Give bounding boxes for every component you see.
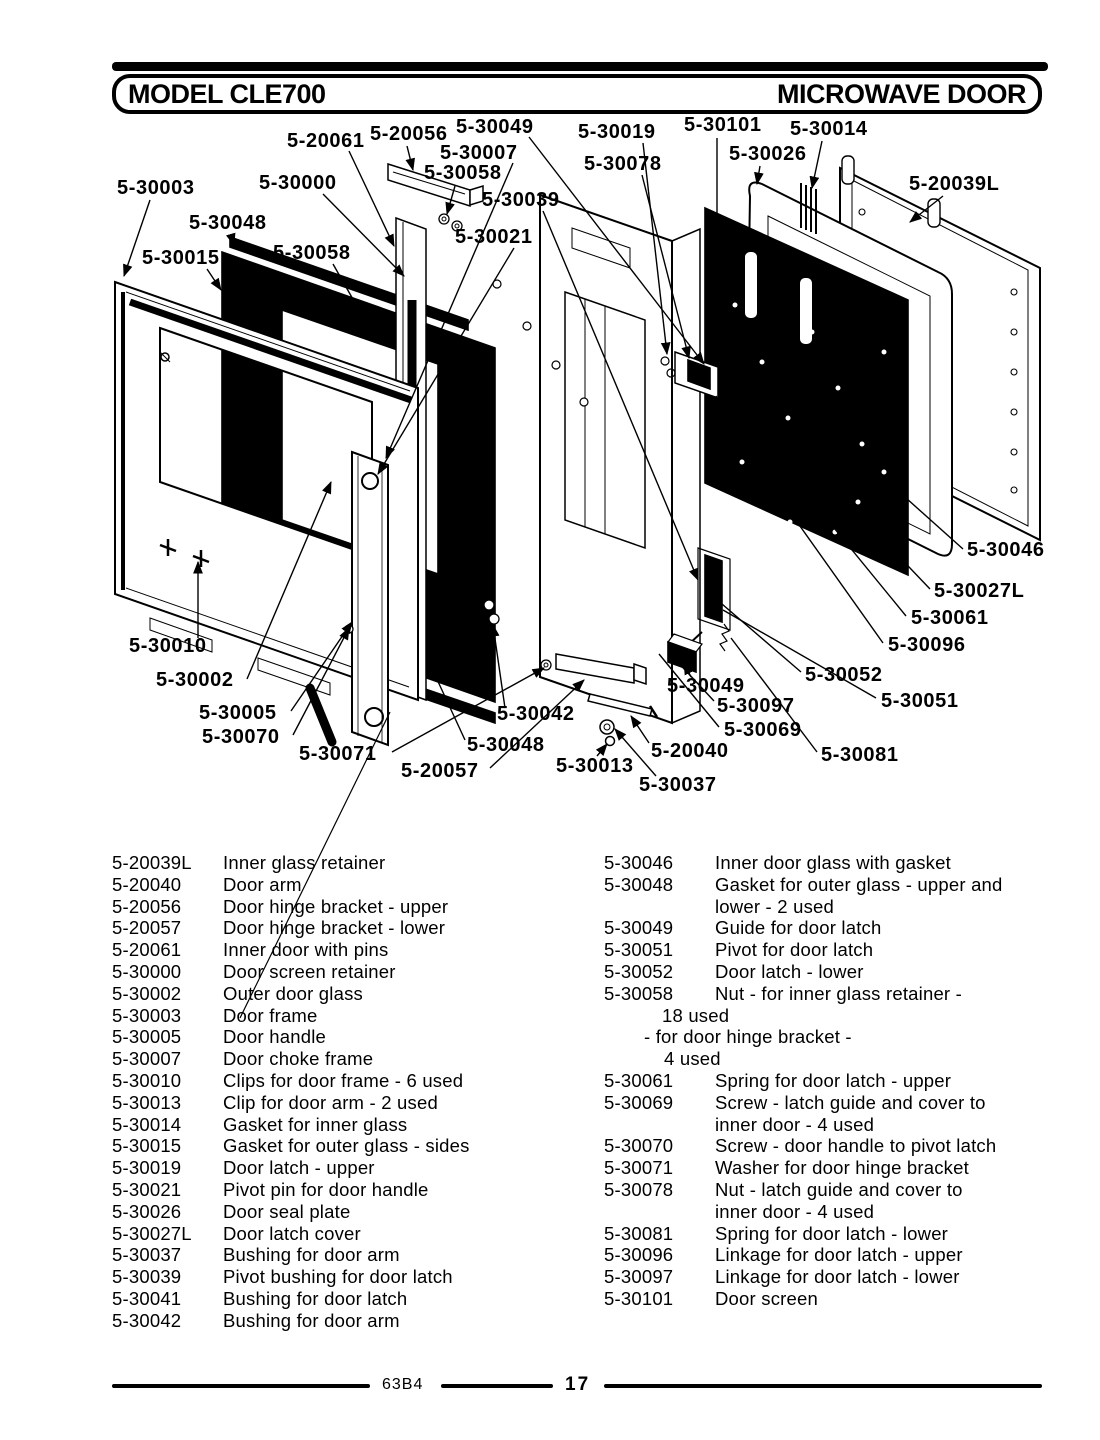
part-callout: 5-30069 xyxy=(724,719,802,741)
part-description-line: Inner door glass with gasket xyxy=(715,852,951,873)
part-number: 5-20056 xyxy=(112,895,182,917)
part-callout: 5-30048 xyxy=(189,212,267,234)
part-callout: 5-20039L xyxy=(909,173,1000,195)
part-number: 5-30007 xyxy=(112,1048,182,1070)
part-callout: 5-30007 xyxy=(440,142,518,164)
part-callout: 5-30049 xyxy=(456,116,534,138)
part-number: 5-30037 xyxy=(112,1244,182,1266)
part-number: 5-30048 xyxy=(604,873,674,895)
part-description-line: Door latch - lower xyxy=(715,960,864,982)
part-callout: 5-20061 xyxy=(287,130,365,152)
part-description-line: Spring for door latch - lower xyxy=(715,1222,949,1244)
part-callout: 5-30026 xyxy=(729,143,807,165)
part-description-line: Door hinge bracket - upper xyxy=(223,895,449,917)
part-callout: 5-30010 xyxy=(129,635,207,657)
part-description-line: Screw - latch guide and cover to xyxy=(715,1091,986,1113)
leader-line xyxy=(631,716,649,743)
part-callout: 5-30015 xyxy=(142,247,220,269)
part-number: 5-30010 xyxy=(112,1069,182,1091)
door-handle-drawing xyxy=(345,452,388,745)
part-description-line: Door arm xyxy=(223,873,302,895)
page-title: MICROWAVE DOOR xyxy=(777,78,1026,109)
part-number: 5-30015 xyxy=(112,1135,182,1157)
part-description-line: Door screen xyxy=(715,1287,818,1309)
part-number: 5-30027L xyxy=(112,1222,192,1244)
part-number: 5-30052 xyxy=(604,960,674,982)
part-description-line: Linkage for door latch - upper xyxy=(715,1244,963,1266)
part-number: 5-30096 xyxy=(604,1244,674,1266)
part-number: 5-30014 xyxy=(112,1113,182,1135)
part-description-line: Nut - latch guide and cover to xyxy=(715,1178,963,1200)
part-description-line: - for door hinge bracket - xyxy=(644,1026,852,1048)
part-number: 5-30026 xyxy=(112,1200,182,1222)
part-description-line: Nut - for inner glass retainer - xyxy=(715,982,962,1004)
part-description-line: Pivot for door latch xyxy=(715,939,874,961)
part-number: 5-30097 xyxy=(604,1266,674,1288)
part-description-line: Pivot pin for door handle xyxy=(223,1178,429,1200)
footer-page-number: 17 xyxy=(565,1374,591,1395)
part-description-line: Inner door with pins xyxy=(223,939,389,961)
part-number: 5-30005 xyxy=(112,1026,182,1048)
part-callout: 5-30078 xyxy=(584,153,662,175)
part-description-line: inner door - 4 used xyxy=(715,1200,875,1222)
part-description-line: 4 used xyxy=(664,1048,721,1070)
part-number: 5-30039 xyxy=(112,1266,182,1288)
part-description-line: Door latch - upper xyxy=(223,1157,375,1179)
part-description-line: Bushing for door arm xyxy=(223,1244,400,1266)
part-description-line: lower - 2 used xyxy=(715,895,834,917)
part-number: 5-20040 xyxy=(112,873,182,895)
part-description-line: Door latch cover xyxy=(223,1222,361,1244)
door-assembly-drawing xyxy=(115,156,1040,1018)
part-callout: 5-30037 xyxy=(639,774,717,796)
part-callout: 5-30071 xyxy=(299,743,377,765)
leader-line xyxy=(757,166,760,184)
part-number: 5-30069 xyxy=(604,1091,674,1113)
part-number: 5-30070 xyxy=(604,1135,674,1157)
leader-line xyxy=(715,598,801,672)
part-callout: 5-30048 xyxy=(467,734,545,756)
part-description-line: Guide for door latch xyxy=(715,917,882,939)
part-callout: 5-30070 xyxy=(202,726,280,748)
part-description-line: Door screen retainer xyxy=(223,960,396,982)
part-number: 5-30051 xyxy=(604,939,674,961)
part-callout: 5-30081 xyxy=(821,744,899,766)
part-number: 5-30101 xyxy=(604,1287,674,1309)
part-number: 5-30019 xyxy=(112,1157,182,1179)
part-description-line: Pivot bushing for door latch xyxy=(223,1266,453,1288)
part-callout: 5-30027L xyxy=(934,580,1025,602)
part-number: 5-30041 xyxy=(112,1287,182,1309)
part-description-line: Washer for door hinge bracket xyxy=(715,1157,969,1179)
part-callout: 5-30005 xyxy=(199,702,277,724)
part-callout: 5-30046 xyxy=(967,539,1045,561)
part-callout: 5-30096 xyxy=(888,634,966,656)
part-description-line: Screw - door handle to pivot latch xyxy=(715,1135,997,1157)
part-callout: 5-30014 xyxy=(790,118,868,140)
part-description-line: inner door - 4 used xyxy=(715,1113,875,1135)
part-number: 5-30042 xyxy=(112,1309,182,1331)
part-description-line: Clip for door arm - 2 used xyxy=(223,1091,438,1113)
part-number: 5-30021 xyxy=(112,1178,182,1200)
part-number: 5-30049 xyxy=(604,917,674,939)
part-description-line: Gasket for outer glass - sides xyxy=(223,1135,470,1157)
part-callout: 5-30042 xyxy=(497,703,575,725)
part-description-line: Clips for door frame - 6 used xyxy=(223,1069,464,1091)
part-description-line: Outer door glass xyxy=(223,982,363,1004)
model-label: MODEL CLE700 xyxy=(128,78,326,109)
part-number: 5-30046 xyxy=(604,852,674,873)
leader-line xyxy=(723,610,876,698)
part-callout: 5-30003 xyxy=(117,177,195,199)
part-description-line: Door seal plate xyxy=(223,1200,351,1222)
part-callout: 5-20057 xyxy=(401,760,479,782)
part-number: 5-30081 xyxy=(604,1222,674,1244)
part-number: 5-30002 xyxy=(112,982,182,1004)
part-description-line: Door handle xyxy=(223,1026,326,1048)
part-callout: 5-30021 xyxy=(455,226,533,248)
part-number: 5-20061 xyxy=(112,939,182,961)
part-callout: 5-30013 xyxy=(556,755,634,777)
part-number: 5-30058 xyxy=(604,982,674,1004)
part-callout: 5-30061 xyxy=(911,607,989,629)
part-description-line: 18 used xyxy=(662,1004,730,1026)
part-description-line: Gasket for inner glass xyxy=(223,1113,408,1135)
part-callout: 5-30052 xyxy=(805,664,883,686)
leader-line xyxy=(407,146,413,170)
part-callout: 5-30058 xyxy=(424,162,502,184)
part-callout: 5-20056 xyxy=(370,123,448,145)
part-callout: 5-20040 xyxy=(651,740,729,762)
part-description-line: Gasket for outer glass - upper and xyxy=(715,873,1003,895)
part-number: 5-30003 xyxy=(112,1004,182,1026)
part-callout: 5-30101 xyxy=(684,114,762,136)
part-description-line: Bushing for door latch xyxy=(223,1287,408,1309)
footer-doc-code: 63B4 xyxy=(382,1376,424,1393)
part-callout: 5-30019 xyxy=(578,121,656,143)
part-callout: 5-30002 xyxy=(156,669,234,691)
part-callout: 5-30049 xyxy=(667,675,745,697)
part-description-line: Door hinge bracket - lower xyxy=(223,917,446,939)
part-description-line: Bushing for door arm xyxy=(223,1309,400,1331)
part-callout: 5-30051 xyxy=(881,690,959,712)
part-number: 5-30013 xyxy=(112,1091,182,1113)
part-description-line: Door frame xyxy=(223,1004,318,1026)
part-callout: 5-30039 xyxy=(482,189,560,211)
part-number: 5-30061 xyxy=(604,1069,674,1091)
part-number: 5-30078 xyxy=(604,1178,674,1200)
part-description-line: Door choke frame xyxy=(223,1048,374,1070)
part-description-line: Inner glass retainer xyxy=(223,852,386,873)
part-callout: 5-30097 xyxy=(717,695,795,717)
part-number: 5-20039L xyxy=(112,852,192,873)
part-number: 5-30000 xyxy=(112,960,182,982)
leader-line xyxy=(207,269,221,290)
part-number: 5-30071 xyxy=(604,1157,674,1179)
part-number: 5-20057 xyxy=(112,917,182,939)
part-callout: 5-30058 xyxy=(273,242,351,264)
part-description-line: Spring for door latch - upper xyxy=(715,1069,952,1091)
part-description-line: Linkage for door latch - lower xyxy=(715,1266,960,1288)
part-callout: 5-30000 xyxy=(259,172,337,194)
leader-line xyxy=(812,141,822,188)
